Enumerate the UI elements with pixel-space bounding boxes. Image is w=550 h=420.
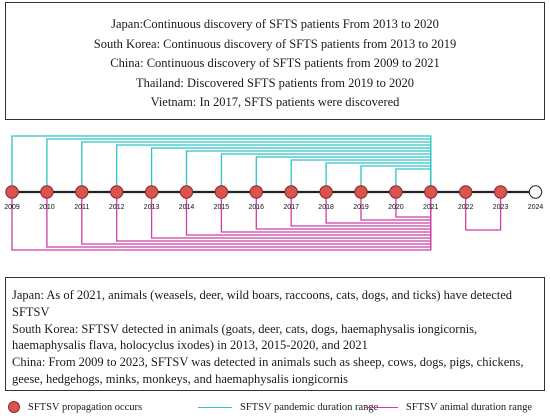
year-label: 2009 [4, 204, 20, 211]
propagation-dot [41, 186, 53, 198]
year-label: 2015 [213, 204, 230, 211]
year-label: 2020 [388, 204, 404, 211]
legend-item-occurs [8, 396, 142, 418]
year-label: 2010 [39, 204, 55, 211]
animal-range-bracket [256, 198, 431, 229]
propagation-dot [460, 186, 472, 198]
japan-patients-text: Japan:Continuous discovery of SFTS patients From 2013 to 2020 [111, 17, 439, 31]
year-label: 2014 [178, 204, 195, 211]
propagation-dot [320, 186, 332, 198]
propagation-dot [425, 186, 437, 198]
timeline-diagram [0, 120, 550, 277]
propagation-dot [390, 186, 402, 198]
year-label: 2011 [74, 204, 90, 211]
legend [0, 396, 550, 418]
pandemic-range-bracket [187, 151, 431, 186]
propagation-dot [494, 186, 506, 198]
animal-detection-box [5, 277, 545, 391]
legend-label-animal: SFTSV animal duration range [406, 401, 533, 413]
year-label: 2018 [318, 204, 334, 211]
japan-animals-text: Japan: As of 2021, animals (weasels, deer, wild boars, raccoons, cats, dogs, and ticks) have detected SFTSV [12, 288, 513, 319]
china-patients-text: China: Continuous discovery of SFTS patients from 2009 to 2021 [110, 56, 440, 71]
propagation-dot [145, 186, 157, 198]
south-korea-animals-text: South Korea: SFTSV detected in animals (goats, deer, cats, dogs, haemaphysalis iongicornis, haemaphysalis flava, holocyclus ixodes) in 2013, 2015-2020, and 2021 [12, 321, 478, 353]
year-label: 2012 [108, 204, 125, 211]
legend-label-pandemic: SFTSV pandemic duration range [240, 401, 379, 413]
propagation-dot [76, 186, 88, 198]
legend-item-pandemic [198, 396, 378, 418]
year-label: 2021 [423, 204, 439, 211]
year-label: 2019 [353, 204, 369, 211]
pandemic-range-bracket [256, 157, 431, 186]
propagation-dot [215, 186, 227, 198]
year-label: 2016 [248, 204, 265, 211]
pandemic-ranges [12, 136, 431, 186]
vietnam-patients-text: Vietnam: In 2017, SFTS patients were discovered [150, 95, 400, 110]
south-korea-patients-text: South Korea: Continuous discovery of SFTS patients from 2013 to 2019 [93, 36, 457, 51]
propagation-dot [355, 186, 367, 198]
legend-item-animal [364, 396, 532, 418]
animal-range-bracket [326, 198, 431, 223]
animal-line-icon [364, 407, 398, 408]
occurs-dot-icon [8, 401, 20, 413]
year-label: 2013 [143, 204, 160, 211]
propagation-dot [6, 186, 18, 198]
year-label: 2017 [283, 204, 299, 211]
country-patients-box [5, 2, 545, 120]
animal-range-bracket [466, 198, 501, 230]
empty-year-dot [529, 186, 541, 198]
propagation-dot [250, 186, 262, 198]
year-label: 2024 [527, 204, 544, 211]
year-labels [4, 204, 543, 211]
year-label: 2023 [492, 204, 509, 211]
pandemic-line-icon [198, 407, 232, 408]
legend-label-occurs: SFTSV propagation occurs [28, 401, 143, 413]
pandemic-range-bracket [396, 169, 431, 186]
propagation-dot [180, 186, 192, 198]
thailand-patients-text: Thailand: Discovered SFTS patients from 2019 to 2020 [135, 75, 415, 90]
year-label: 2022 [457, 204, 474, 211]
propagation-dot [111, 186, 123, 198]
china-animals-text: China: From 2009 to 2023, SFTSV was detected in animals such as sheep, cows, dogs, pigs, chickens, geese, hedgehogs, minks, monkeys, and haemaphysalis iongicornis [12, 355, 524, 386]
propagation-dot [285, 186, 297, 198]
